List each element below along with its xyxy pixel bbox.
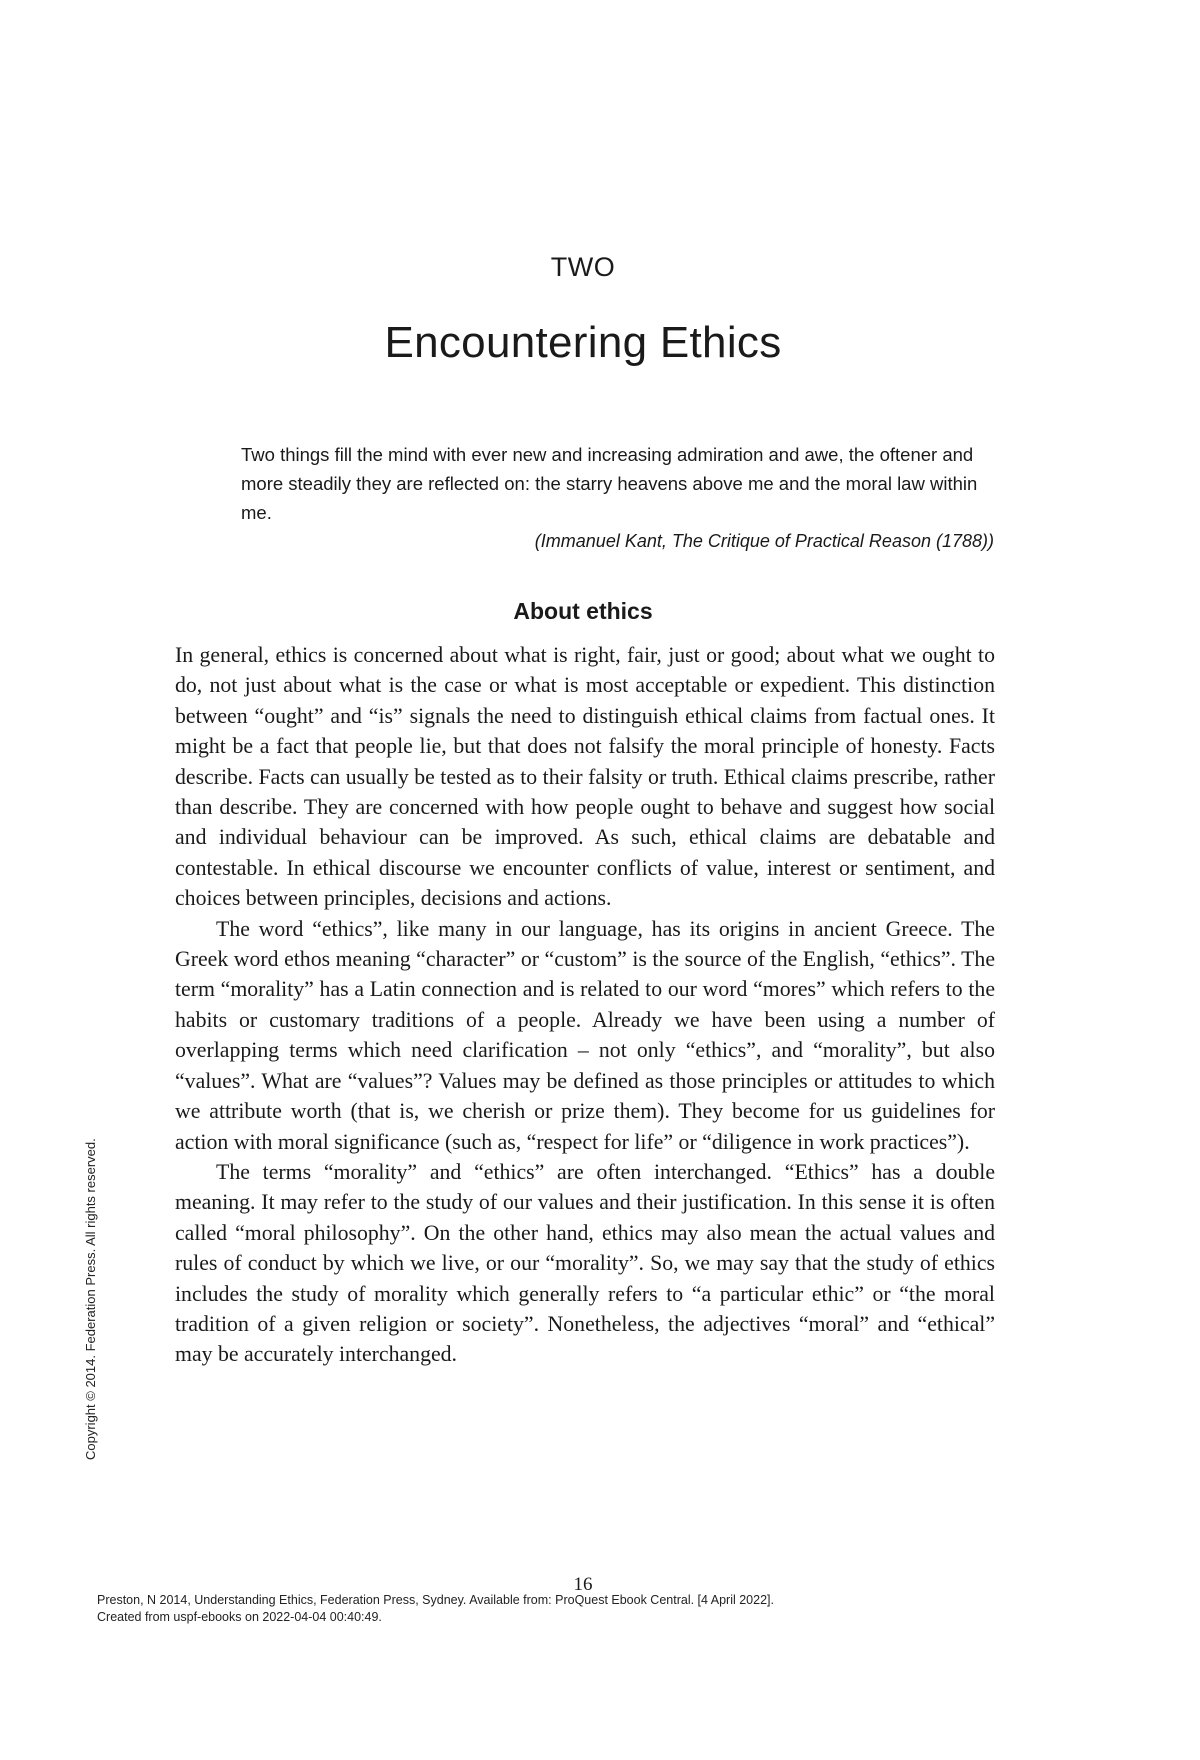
epigraph-text: Two things fill the mind with ever new and increasing admiration and awe, the oftener and more steadily they are reflected on: the starry heavens above me and the moral law within me. bbox=[241, 444, 978, 523]
chapter-number: TWO bbox=[550, 252, 616, 282]
footer-citation bbox=[97, 1592, 774, 1626]
paragraph: In general, ethics is concerned about what is right, fair, just or good; about what we ought to do, not just about what is the case or what is most acceptable or expedient. This distinction between “ought” and “is” signals the need to distinguish ethical claims from factual ones. It might be a fact that people lie, but that does not falsify the moral principle of honesty. Facts describe. Facts can usually be tested as to their falsity or truth. Ethical claims prescribe, rather than describe. They are concerned with how people ought to behave and suggest how social and individual behaviour can be improved. As such, ethical claims are debatable and contestable. In ethical discourse we encounter conflicts of value, interest or sentiment, and choices between principles, decisions and actions. bbox=[175, 643, 995, 911]
chapter-title: Encountering Ethics bbox=[384, 318, 782, 367]
side-copyright-notice: Copyright © 2014. Federation Press. All rights reserved. bbox=[83, 1138, 98, 1460]
section-heading: About ethics bbox=[513, 598, 653, 624]
page-number: 16 bbox=[573, 1574, 593, 1595]
footer-created-line: Created from uspf-ebooks on 2022-04-04 00:40:49. bbox=[97, 1610, 382, 1624]
epigraph-attribution: (Immanuel Kant, The Critique of Practical Reason (1788)) bbox=[534, 531, 994, 551]
footer-citation-line: Preston, N 2014, Understanding Ethics, Federation Press, Sydney. Available from: ProQuest Ebook Central. [4 April 2022]. bbox=[97, 1593, 774, 1607]
body-text bbox=[175, 640, 995, 1370]
epigraph-quote bbox=[241, 440, 1001, 527]
paragraph: The word “ethics”, like many in our language, has its origins in ancient Greece. The Greek word ethos meaning “character” or “custom” is the source of the English, “ethics”. The term “morality” has a Latin connection and is related to our word “mores” which refers to the habits or customary traditions of a people. Already we have been using a number of overlapping terms which need clarification – not only “ethics”, and “morality”, but also “values”. What are “values”? Values may be defined as those principles or attitudes to which we attribute worth (that is, we cherish or prize them). They become for us guidelines for action with moral significance (such as, “respect for life” or “diligence in work practices”). bbox=[175, 916, 995, 1154]
paragraph: The terms “morality” and “ethics” are often interchanged. “Ethics” has a double meaning. It may refer to the study of our values and their justification. In this sense it is often called “moral philosophy”. On the other hand, ethics may also mean the actual values and rules of conduct by which we live, or our “morality”. So, we may say that the study of ethics includes the study of morality which generally refers to “a particular ethic” or “the moral tradition of a given religion or society”. Nonetheless, the adjectives “moral” and “ethical” may be accurately interchanged. bbox=[175, 1159, 995, 1367]
